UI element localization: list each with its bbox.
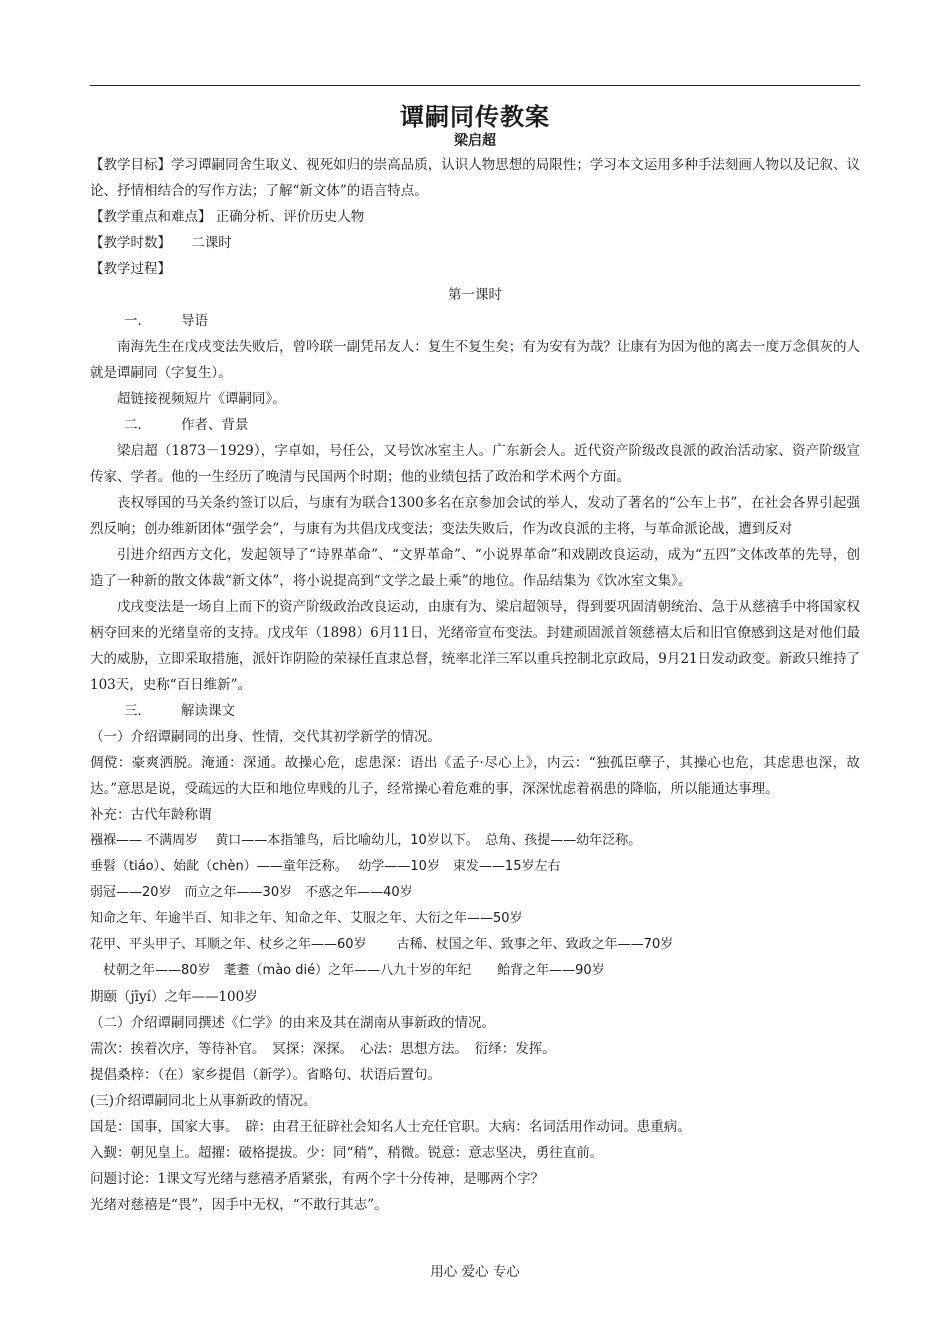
section-heading-3 bbox=[90, 698, 860, 724]
document-title: 谭嗣同传教案 bbox=[400, 102, 550, 131]
paragraph: 倜傥：豪爽洒脱。淹通：深通。故操心危，虑患深：语出《孟子·尽心上》，内云：“独孤臣孽子，其操心也危，其虑患也深，故达。”意思是说，受疏远的大臣和地位卑贱的儿子，经常操心着危难的事，深深忧虑着祸患的降临，所以能通达事理。 bbox=[90, 755, 860, 797]
paragraph: 引进介绍西方文化，发起领导了“诗界革命”、“文界革命”、“小说界革命”和戏剧改良运动，成为“五四”文体改革的先导，创造了一种新的散文体裁“新文体”，将小说提高到“文学之最上乘”的地位。作品结集为《饮冰室文集》。 bbox=[90, 547, 860, 589]
paragraph: 国是：国事，国家大事。 辟：由君王征辟社会知名人士充任官职。大病：名词活用作动词。患重病。 bbox=[90, 1119, 691, 1135]
lesson-heading: 第一课时 bbox=[448, 287, 502, 303]
paragraph: 需次：挨着次序，等待补官。 冥探：深探。 心法：思想方法。 衍绎：发挥。 bbox=[90, 1041, 556, 1057]
age-term-line: 垂髫（tiáo）、始龀（chèn）——童年泛称。 幼学——10岁 束发——15岁左右 bbox=[90, 859, 561, 874]
paragraph: 提倡桑梓：（在）家乡提倡（新学）。省略句、状语后置句。 bbox=[90, 1067, 441, 1083]
subsection-heading: (三)介绍谭嗣同北上从事新政的情况。 bbox=[90, 1093, 317, 1109]
header-rule bbox=[90, 85, 860, 86]
age-term-line: 花甲、平头甲子、耳顺之年、杖乡之年——60岁 古稀、杖国之年、致事之年、致政之年——70岁 bbox=[90, 937, 674, 952]
document-body bbox=[90, 152, 860, 1218]
paragraph: 入觐：朝见皇上。超擢：破格提拔。少：同“稍”，稍微。锐意：意志坚决，勇往直前。 bbox=[90, 1145, 604, 1161]
paragraph: 南海先生在戊戌变法失败后，曾吟联一副凭吊友人：复生不复生矣；有为安有为哉？让康有为因为他的离去一度万念俱灰的人就是谭嗣同（字复生）。 bbox=[90, 339, 860, 381]
discussion-answer: 光绪对慈禧是“畏”，因手中无权，“不敢行其志”。 bbox=[90, 1197, 388, 1213]
section-title: 导语 bbox=[181, 313, 208, 329]
section-title: 作者、背景 bbox=[181, 417, 249, 433]
page-footer: 用心 爱心 专心 bbox=[430, 1264, 520, 1280]
discussion-question: 问题讨论：1课文写光绪与慈禧矛盾紧张，有两个字十分传神，是哪两个字？ bbox=[90, 1171, 545, 1187]
section-number: 二． bbox=[124, 417, 151, 433]
subsection-heading: （二）介绍谭嗣同撰述《仁学》的由来及其在湖南从事新政的情况。 bbox=[90, 1015, 495, 1031]
paragraph: 梁启超（1873－1929），字卓如，号任公，又号饮冰室主人。广东新会人。近代资产阶级改良派的政治活动家、资产阶级宣传家、学者。他的一生经历了晚清与民国两个时期；他的业绩包括了政治和学术两个方面。 bbox=[90, 443, 860, 485]
section-heading-1 bbox=[90, 308, 860, 334]
class-hours: 【教学时数】 二课时 bbox=[90, 235, 232, 251]
age-term-line: 杖朝之年——80岁 耄耋（mào dié）之年——八九十岁的年纪 鲐背之年——90岁 bbox=[103, 963, 605, 978]
document-author: 梁启超 bbox=[454, 133, 496, 149]
paragraph: 超链接视频短片《谭嗣同》。 bbox=[117, 391, 286, 407]
paragraph: 丧权辱国的马关条约签订以后，与康有为联合1300多名在京参加会试的举人，发动了著名的“公车上书”，在社会各界引起强烈反响；创办维新团体“强学会”，与康有为共倡戊戌变法；变法失败后，作为改良派的主将，与革命派论战，遭到反对 bbox=[90, 495, 860, 537]
teaching-goals: 【教学目标】学习谭嗣同舍生取义、视死如归的崇高品质，认识人物思想的局限性；学习本文运用多种手法刻画人物以及记叙、议论、抒情相结合的写作方法；了解“新文体”的语言特点。 bbox=[90, 157, 860, 199]
section-title: 解读课文 bbox=[181, 703, 235, 719]
section-number: 一． bbox=[124, 313, 151, 329]
subsection-heading: （一）介绍谭嗣同的出身、性情，交代其初学新学的情况。 bbox=[90, 729, 441, 745]
teaching-process: 【教学过程】 bbox=[90, 261, 171, 277]
age-term-line: 期颐（jīyí）之年——100岁 bbox=[90, 989, 258, 1005]
age-term-line: 襁褓—— 不满周岁 黄口——本指雏鸟，后比喻幼儿，10岁以下。 总角、孩提——幼年泛称。 bbox=[90, 833, 642, 848]
age-term-line: 弱冠——20岁 而立之年——30岁 不惑之年——40岁 bbox=[90, 885, 413, 900]
paragraph: 补充：古代年龄称谓 bbox=[90, 807, 212, 823]
section-number: 三． bbox=[124, 703, 151, 719]
paragraph: 戊戌变法是一场自上而下的资产阶级政治改良运动，由康有为、梁启超领导，得到要巩固清朝统治、急于从慈禧手中将国家权柄夺回来的光绪皇帝的支持。戊戌年（1898）6月11日，光绪帝宣布变法。封建顽固派首领慈禧太后和旧官僚感到这是对他们最大的威胁，立即采取措施，派奸诈阴险的荣禄任直隶总督，统率北洋三军以重兵控制北京政局，9月21日发动政变。新政只维持了103天，史称“百日维新”。 bbox=[90, 599, 860, 693]
section-heading-2 bbox=[90, 412, 860, 438]
age-term-line: 知命之年、年逾半百、知非之年、知命之年、艾服之年、大衍之年——50岁 bbox=[90, 911, 523, 926]
key-points: 【教学重点和难点】 正确分析、评价历史人物 bbox=[90, 209, 365, 225]
